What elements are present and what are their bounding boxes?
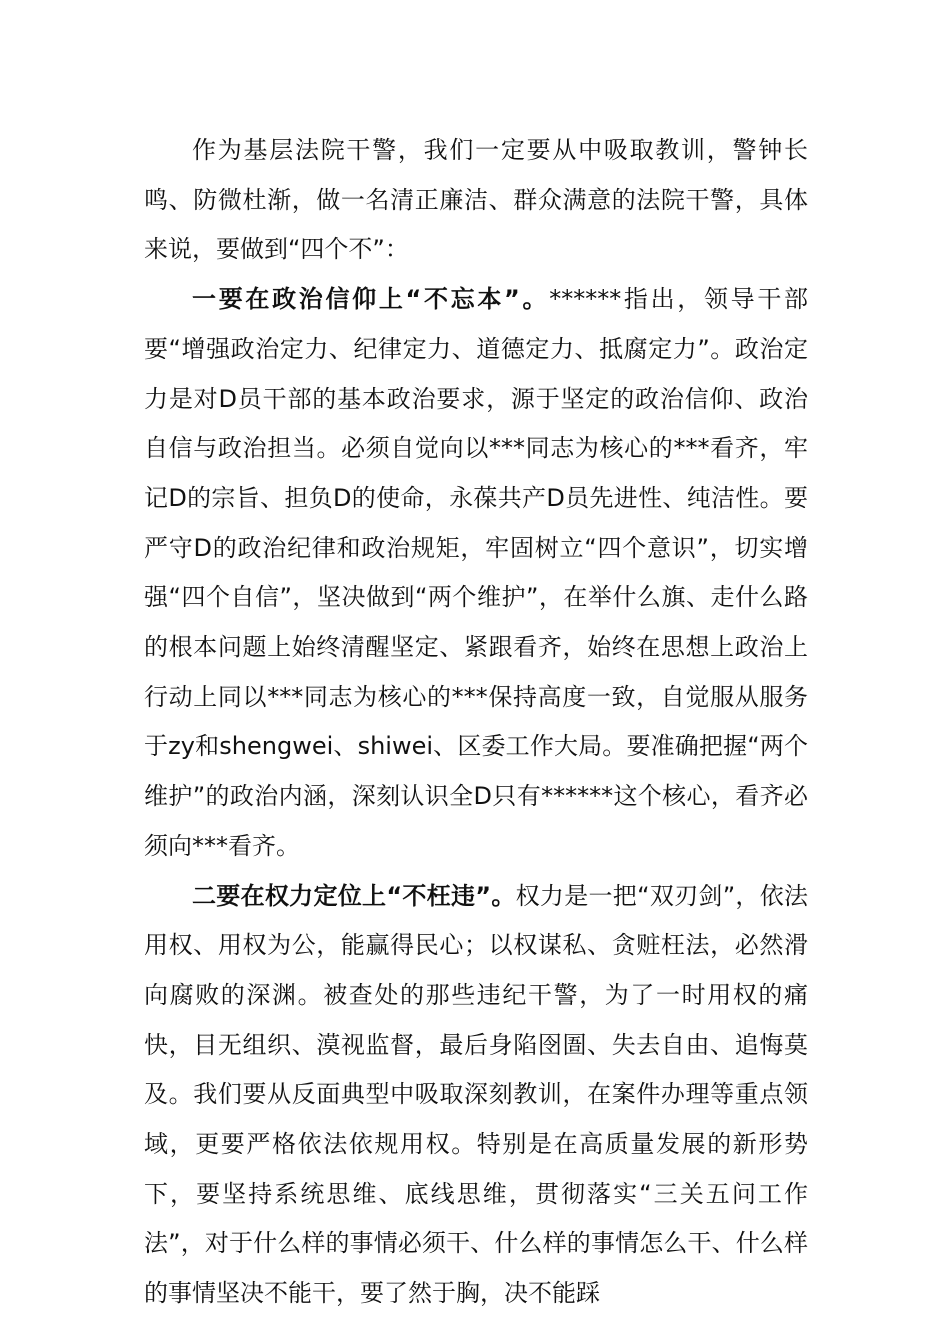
paragraph-text: ******指出，领导干部要“增强政治定力、纪律定力、道德定力、抵腐定力”。政治定力是对D员干部的基本政治要求，源于坚定的政治信仰、政治自信与政治担当。必须自觉向以***同志为核心的***看齐，牢记D的宗旨、担负D的使命，永葆共产D员先进性、纯洁性。要严守D的政治纪律和政治规矩，牢固树立“四个意识”，切实增强“四个自信”，坚决做到“两个维护”，在举什么旗、走什么路的根本问题上始终清醒坚定、紧跟看齐，始终在思想上政治上行动上同以***同志为核心的***保持高度一致，自觉服从服务于zy和shengwei、shiwei、区委工作大局。要准确把握“两个维护”的政治内涵，深刻认识全D只有******这个核心，看齐必须向***看齐。 xyxy=(144,285,809,860)
paragraph-intro xyxy=(144,126,808,275)
paragraph-political-belief xyxy=(144,275,808,871)
paragraph-text: 权力是一把“双刃剑”，依法用权、用权为公，能赢得民心；以权谋私、贪赃枉法，必然滑向腐败的深渊。被查处的那些违纪干警，为了一时用权的痛快，目无组织、漠视监督，最后身陷囹圄、失去自由、追悔莫及。我们要从反面典型中吸取深刻教训，在案件办理等重点领域，更要严格依法依规用权。特别是在高质量发展的新形势下，要坚持系统思维、底线思维，贯彻落实“三关五问工作法”，对于什么样的事情必须干、什么样的事情怎么干、什么样的事情坚决不能干，要了然于胸，决不能踩 xyxy=(144,881,809,1308)
paragraph-text: 作为基层法院干警，我们一定要从中吸取教训，警钟长鸣、防微杜渐，做一名清正廉洁、群众满意的法院干警，具体来说，要做到“四个不”： xyxy=(144,136,808,264)
paragraph-heading: 一要在政治信仰上“不忘本”。 xyxy=(192,285,550,314)
document-body xyxy=(144,126,808,1319)
paragraph-power-positioning xyxy=(144,872,808,1319)
paragraph-heading: 二要在权力定位上“不枉违”。 xyxy=(192,881,516,910)
